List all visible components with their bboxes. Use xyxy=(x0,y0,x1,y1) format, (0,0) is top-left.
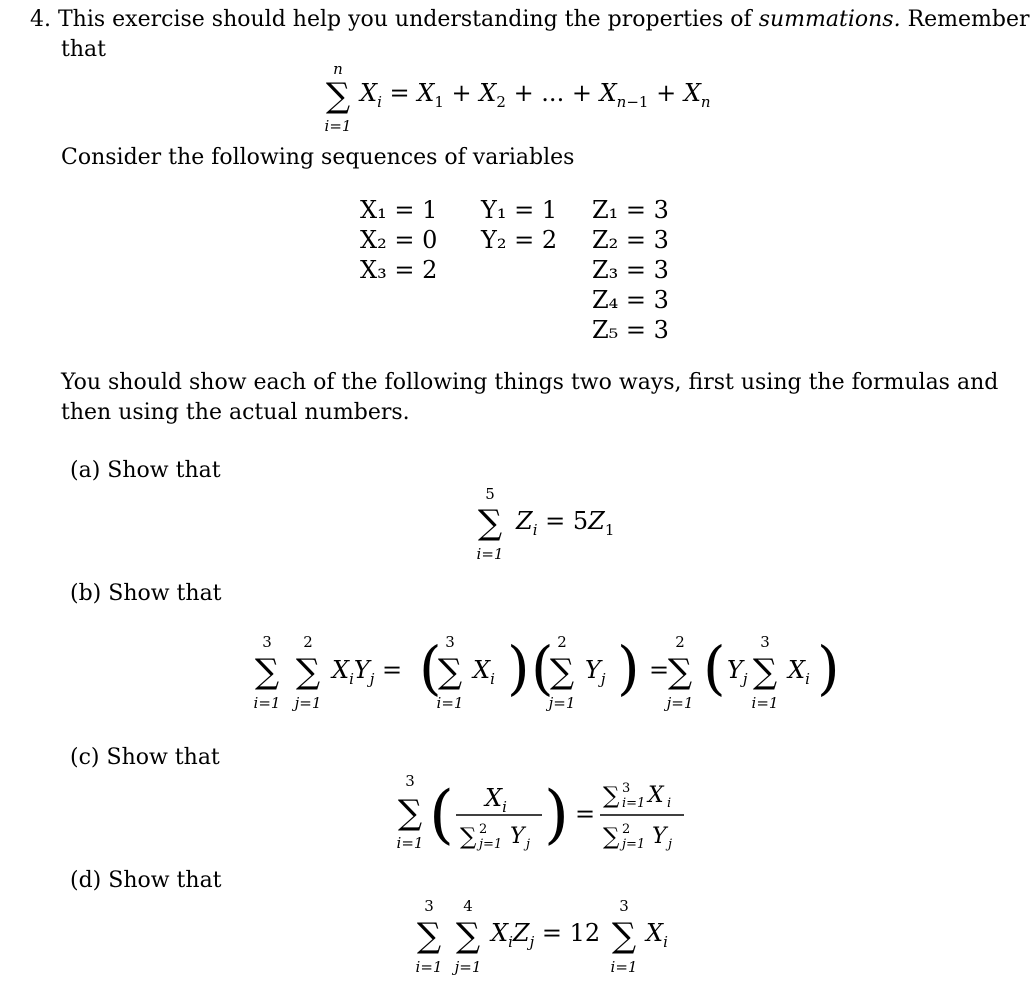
svg-text:Yj: $Y_j$ xyxy=(727,656,748,688)
svg-text:Xi: $X_i$ xyxy=(646,919,668,951)
svg-text:2: 2 xyxy=(557,633,567,651)
svg-text:∑: ∑ xyxy=(603,783,620,809)
part-a-upper-limit: 5 xyxy=(485,485,495,503)
remember-text: Remember xyxy=(900,7,1030,32)
svg-text:i=1: i=1 xyxy=(622,796,646,811)
svg-text:∑: ∑ xyxy=(254,652,280,692)
part-b-heading xyxy=(70,579,222,609)
part-c-prompt: Show that xyxy=(106,745,220,770)
svg-text:(: ( xyxy=(531,634,554,702)
part-d-formula xyxy=(408,895,688,980)
svg-text:): ) xyxy=(544,778,569,852)
part-b-formula-svg xyxy=(245,630,840,720)
svg-text:3: 3 xyxy=(445,633,455,651)
svg-text:i=1: i=1 xyxy=(436,694,464,712)
svg-text:Xi: $X_i$ xyxy=(473,656,495,688)
part-a-sigma: ∑ xyxy=(477,503,503,543)
z5-value: Z₅ = 3 xyxy=(592,316,669,344)
svg-text:XiZj = 12: $X_iZ_j = 12$ xyxy=(491,919,601,951)
part-a-lower-limit: i=1 xyxy=(476,545,504,563)
svg-text:3: 3 xyxy=(622,781,631,796)
svg-text:Xi: $X_i$ xyxy=(788,656,810,688)
svg-text:(: ( xyxy=(703,634,726,702)
definition-lower-limit: i=1 xyxy=(324,117,352,135)
problem-number: 4. xyxy=(30,7,51,32)
x1-value: X₁ = 1 xyxy=(360,196,438,224)
svg-text:∑: ∑ xyxy=(437,652,463,692)
part-a-prompt: Show that xyxy=(107,458,221,483)
svg-text:j=1: j=1 xyxy=(294,694,322,712)
part-c-formula-svg xyxy=(390,770,700,860)
definition-sigma: ∑ xyxy=(325,76,351,116)
svg-text:Y: Y xyxy=(652,824,667,849)
x2-value: X₂ = 0 xyxy=(360,226,438,254)
svg-text:j: j xyxy=(668,837,673,852)
svg-text:∑: ∑ xyxy=(611,916,637,956)
svg-text:∑: ∑ xyxy=(460,824,477,850)
svg-text:=: = xyxy=(575,800,596,828)
svg-text:j=1: j=1 xyxy=(622,837,646,852)
part-c-label: (c) xyxy=(70,745,100,770)
part-d-label: (d) xyxy=(70,868,102,893)
svg-text:3: 3 xyxy=(405,772,415,790)
part-c-formula xyxy=(390,770,700,860)
z3-value: Z₃ = 3 xyxy=(592,256,669,284)
svg-text:∑: ∑ xyxy=(295,652,321,692)
svg-text:j=1: j=1 xyxy=(479,837,503,852)
part-a-label: (a) xyxy=(70,458,101,483)
svg-text:i=1: i=1 xyxy=(610,958,638,976)
z2-value: Z₂ = 3 xyxy=(592,226,669,254)
y2-value: Y₂ = 2 xyxy=(481,226,558,254)
part-c-heading xyxy=(70,743,220,773)
x-sequence-column xyxy=(360,195,470,285)
svg-text:): ) xyxy=(617,634,640,702)
y1-value: Y₁ = 1 xyxy=(481,196,558,224)
svg-text:X: X xyxy=(648,783,664,808)
svg-text:∑: ∑ xyxy=(455,916,481,956)
part-d-heading xyxy=(70,866,222,896)
z1-value: Z₁ = 3 xyxy=(592,196,669,224)
problem-intro-text: This exercise should help you understanding the properties of xyxy=(58,7,759,32)
instructions-line-1: You should show each of the following things two ways, first using the formulas and xyxy=(61,370,999,395)
instructions-line-2: then using the actual numbers. xyxy=(61,400,410,425)
svg-text:2: 2 xyxy=(675,633,685,651)
svg-text:2: 2 xyxy=(479,822,488,837)
svg-text:(: ( xyxy=(419,634,442,702)
svg-text:j=1: j=1 xyxy=(548,694,576,712)
part-a-heading xyxy=(70,456,221,486)
part-a-formula-visual: $Z_i = 5Z_1$ xyxy=(516,507,615,539)
consider-text: Consider the following sequences of variables xyxy=(61,145,575,170)
that-text: that xyxy=(61,37,106,62)
svg-text:Xi: $X_i$ xyxy=(485,784,507,816)
svg-text:(: ( xyxy=(429,778,454,852)
svg-text:): ) xyxy=(507,634,530,702)
svg-text:3: 3 xyxy=(760,633,770,651)
svg-text:∑: ∑ xyxy=(397,793,423,833)
svg-text:∑: ∑ xyxy=(416,916,442,956)
part-d-prompt: Show that xyxy=(108,868,222,893)
x3-value: X₃ = 2 xyxy=(360,256,438,284)
svg-text:3: 3 xyxy=(262,633,272,651)
part-b-prompt: Show that xyxy=(108,581,222,606)
svg-text:4: 4 xyxy=(463,897,473,915)
definition-formula-visual: $X_i = X_1 + X_2$ + ... + $X_n-1 + X_n$ xyxy=(360,79,711,111)
svg-text:i=1: i=1 xyxy=(751,694,779,712)
svg-text:j: j xyxy=(526,837,531,852)
part-b-formula xyxy=(245,630,840,720)
part-d-formula-svg xyxy=(408,895,688,980)
svg-text:j=1: j=1 xyxy=(666,694,694,712)
svg-text:XiYj =: $X_iY_j$ = xyxy=(332,656,403,688)
svg-text:i=1: i=1 xyxy=(253,694,281,712)
y-sequence-column xyxy=(481,195,591,255)
part-a-formula xyxy=(470,484,650,564)
svg-text:∑: ∑ xyxy=(549,652,575,692)
svg-text:Y: Y xyxy=(510,824,525,849)
svg-text:): ) xyxy=(817,634,840,702)
summations-emphasis: summations. xyxy=(758,7,901,32)
svg-text:j=1: j=1 xyxy=(454,958,482,976)
summation-definition xyxy=(318,58,748,136)
svg-text:2: 2 xyxy=(622,822,631,837)
part-a-formula-svg xyxy=(470,484,650,564)
svg-text:∑: ∑ xyxy=(752,652,778,692)
svg-text:3: 3 xyxy=(619,897,629,915)
svg-text:=: = xyxy=(649,656,670,684)
problem-intro-line xyxy=(30,5,1030,35)
svg-text:i=1: i=1 xyxy=(396,834,424,852)
z-sequence-column xyxy=(592,195,702,345)
svg-text:∑: ∑ xyxy=(603,824,620,850)
variable-sequences-table xyxy=(360,195,720,355)
svg-text:3: 3 xyxy=(424,897,434,915)
definition-upper-limit: n xyxy=(333,60,343,78)
z4-value: Z₄ = 3 xyxy=(592,286,669,314)
svg-text:i=1: i=1 xyxy=(415,958,443,976)
part-b-label: (b) xyxy=(70,581,102,606)
svg-text:i: i xyxy=(667,796,672,811)
svg-text:Yj: $Y_j$ xyxy=(585,656,606,688)
svg-text:2: 2 xyxy=(303,633,313,651)
summation-definition-svg xyxy=(318,58,748,136)
svg-text:∑: ∑ xyxy=(667,652,693,692)
